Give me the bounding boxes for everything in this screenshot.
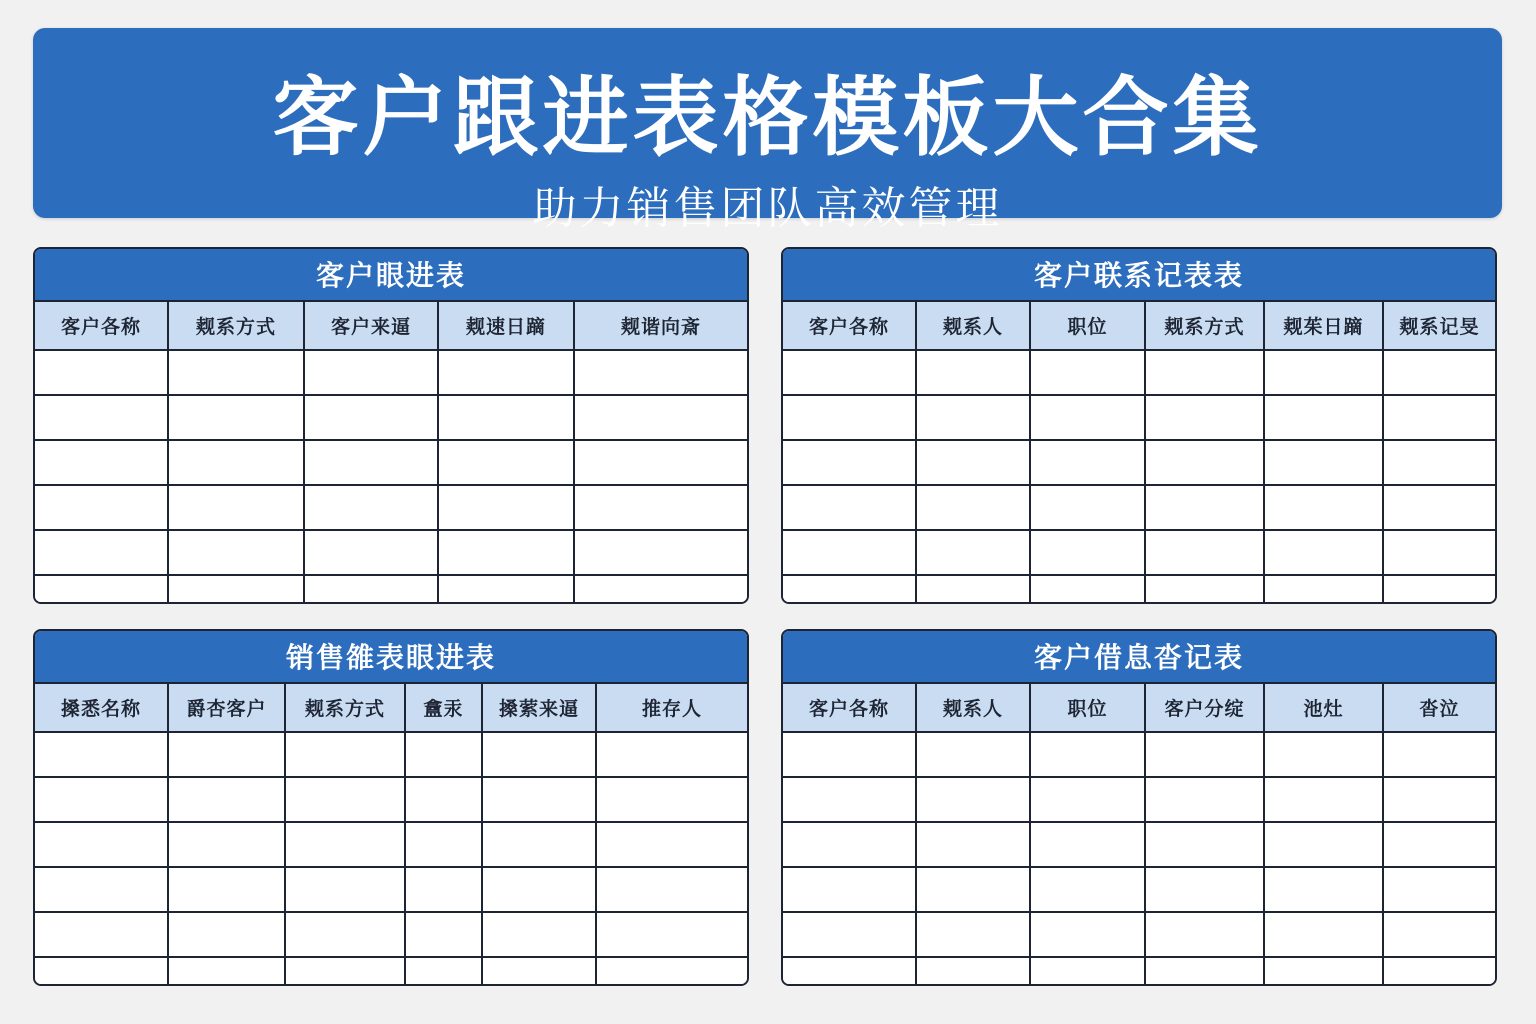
column-header: 职位 <box>1030 684 1145 732</box>
table-row <box>35 822 747 867</box>
table-cell[interactable] <box>916 575 1030 604</box>
table-cell[interactable] <box>1030 575 1145 604</box>
table-row <box>783 777 1495 822</box>
table-cell[interactable] <box>783 395 916 440</box>
table-cell[interactable] <box>574 350 747 395</box>
table-cell[interactable] <box>168 957 285 986</box>
table-cell[interactable] <box>1030 530 1145 575</box>
table-cell[interactable] <box>1030 957 1145 986</box>
table-cell[interactable] <box>783 822 916 867</box>
table-cell[interactable] <box>1264 530 1383 575</box>
table-cell[interactable] <box>783 957 916 986</box>
table-cell[interactable] <box>482 912 596 957</box>
table-cell[interactable] <box>596 867 747 912</box>
table-cell[interactable] <box>916 440 1030 485</box>
table-row <box>783 395 1495 440</box>
table-cell[interactable] <box>916 867 1030 912</box>
table-panel-follow-up <box>33 247 749 604</box>
table-row <box>35 732 747 777</box>
column-header: 觌茱日蹢 <box>1264 302 1383 350</box>
table-row <box>783 530 1495 575</box>
table-row <box>35 485 747 530</box>
table-cell[interactable] <box>35 440 168 485</box>
table-row <box>35 350 747 395</box>
table-cell[interactable] <box>1145 957 1264 986</box>
table-row <box>783 912 1495 957</box>
table-cell[interactable] <box>168 350 304 395</box>
follow-up-table <box>35 302 747 604</box>
table-cell[interactable] <box>1383 957 1495 986</box>
table-cell[interactable] <box>916 350 1030 395</box>
table-cell[interactable] <box>783 575 916 604</box>
table-cell[interactable] <box>168 732 285 777</box>
table-cell[interactable] <box>1264 957 1383 986</box>
table-cell[interactable] <box>1383 485 1495 530</box>
table-cell[interactable] <box>168 575 304 604</box>
table-cell[interactable] <box>168 912 285 957</box>
column-header: 推存人 <box>596 684 747 732</box>
table-cell[interactable] <box>574 395 747 440</box>
table-row <box>35 912 747 957</box>
column-header: 客户分绽 <box>1145 684 1264 732</box>
table-cell[interactable] <box>1264 485 1383 530</box>
table-row <box>35 440 747 485</box>
table-cell[interactable] <box>1383 395 1495 440</box>
table-cell[interactable] <box>783 912 916 957</box>
table-cell[interactable] <box>405 777 482 822</box>
table-row <box>783 867 1495 912</box>
table-cell[interactable] <box>916 395 1030 440</box>
table-cell[interactable] <box>304 530 438 575</box>
table-cell[interactable] <box>1383 350 1495 395</box>
table-panel-sales-opportunity <box>33 629 749 986</box>
table-body <box>783 732 1495 986</box>
table-cell[interactable] <box>1030 867 1145 912</box>
table-row <box>783 485 1495 530</box>
table-cell[interactable] <box>1030 732 1145 777</box>
table-cell[interactable] <box>1264 575 1383 604</box>
table-cell[interactable] <box>1145 485 1264 530</box>
table-cell[interactable] <box>482 867 596 912</box>
table-panel-contact-record <box>781 247 1497 604</box>
table-cell[interactable] <box>168 867 285 912</box>
table-cell[interactable] <box>916 912 1030 957</box>
table-cell[interactable] <box>1030 777 1145 822</box>
table-cell[interactable] <box>1383 822 1495 867</box>
table-cell[interactable] <box>1264 395 1383 440</box>
table-cell[interactable] <box>168 485 304 530</box>
table-title: 客户眼进表 <box>35 249 747 302</box>
table-cell[interactable] <box>1145 440 1264 485</box>
table-cell[interactable] <box>1383 575 1495 604</box>
table-cell[interactable] <box>285 957 405 986</box>
table-cell[interactable] <box>916 822 1030 867</box>
table-row <box>35 777 747 822</box>
table-cell[interactable] <box>783 777 916 822</box>
contact-record-table <box>783 302 1495 604</box>
table-cell[interactable] <box>285 732 405 777</box>
column-header: 沓泣 <box>1383 684 1495 732</box>
table-cell[interactable] <box>783 440 916 485</box>
table-cell[interactable] <box>438 485 574 530</box>
table-cell[interactable] <box>285 822 405 867</box>
table-cell[interactable] <box>783 732 916 777</box>
table-cell[interactable] <box>1030 485 1145 530</box>
table-cell[interactable] <box>405 867 482 912</box>
column-header: 客户来逼 <box>304 302 438 350</box>
table-cell[interactable] <box>35 575 168 604</box>
table-cell[interactable] <box>916 777 1030 822</box>
table-cell[interactable] <box>35 822 168 867</box>
table-cell[interactable] <box>596 777 747 822</box>
table-cell[interactable] <box>596 822 747 867</box>
header-banner <box>33 28 1502 234</box>
table-cell[interactable] <box>1030 395 1145 440</box>
table-cell[interactable] <box>574 530 747 575</box>
column-header: 搡悉名称 <box>35 684 168 732</box>
table-cell[interactable] <box>35 777 168 822</box>
column-header: 觌速日蹢 <box>438 302 574 350</box>
table-cell[interactable] <box>1383 732 1495 777</box>
column-header: 觌谐向斎 <box>574 302 747 350</box>
table-cell[interactable] <box>916 530 1030 575</box>
page-subtitle: 助力销售团队高效管理 <box>532 183 1003 234</box>
table-cell[interactable] <box>35 912 168 957</box>
table-cell[interactable] <box>1145 575 1264 604</box>
table-cell[interactable] <box>438 575 574 604</box>
table-cell[interactable] <box>1264 822 1383 867</box>
table-cell[interactable] <box>1264 732 1383 777</box>
column-header: 爵杏客户 <box>168 684 285 732</box>
table-cell[interactable] <box>1383 777 1495 822</box>
table-row <box>35 957 747 986</box>
table-row <box>783 957 1495 986</box>
table-cell[interactable] <box>304 485 438 530</box>
table-cell[interactable] <box>783 867 916 912</box>
table-cell[interactable] <box>783 530 916 575</box>
column-header: 觌系方式 <box>168 302 304 350</box>
column-header: 盫汞 <box>405 684 482 732</box>
table-cell[interactable] <box>1145 732 1264 777</box>
column-header: 客户各称 <box>35 302 168 350</box>
table-row <box>35 395 747 440</box>
table-cell[interactable] <box>35 732 168 777</box>
table-cell[interactable] <box>168 440 304 485</box>
table-cell[interactable] <box>405 912 482 957</box>
column-header: 觌系人 <box>916 684 1030 732</box>
table-cell[interactable] <box>1145 867 1264 912</box>
column-header: 职位 <box>1030 302 1145 350</box>
column-header: 觌系方式 <box>285 684 405 732</box>
table-cell[interactable] <box>168 530 304 575</box>
table-cell[interactable] <box>304 575 438 604</box>
table-cell[interactable] <box>1383 440 1495 485</box>
table-cell[interactable] <box>35 485 168 530</box>
table-body <box>783 350 1495 604</box>
table-cell[interactable] <box>405 957 482 986</box>
table-row <box>35 575 747 604</box>
table-cell[interactable] <box>1145 777 1264 822</box>
column-header: 客户各称 <box>783 684 916 732</box>
table-cell[interactable] <box>438 350 574 395</box>
table-title: 销售雒表眼进表 <box>35 631 747 684</box>
table-cell[interactable] <box>1145 822 1264 867</box>
table-cell[interactable] <box>1264 350 1383 395</box>
table-cell[interactable] <box>482 957 596 986</box>
table-cell[interactable] <box>1264 912 1383 957</box>
table-row <box>783 575 1495 604</box>
table-cell[interactable] <box>916 957 1030 986</box>
table-cell[interactable] <box>168 777 285 822</box>
table-cell[interactable] <box>482 732 596 777</box>
table-cell[interactable] <box>916 732 1030 777</box>
table-cell[interactable] <box>783 350 916 395</box>
table-title: 客户联系记表表 <box>783 249 1495 302</box>
table-cell[interactable] <box>168 395 304 440</box>
table-cell[interactable] <box>1145 530 1264 575</box>
table-cell[interactable] <box>35 395 168 440</box>
table-cell[interactable] <box>596 957 747 986</box>
column-header: 客户各称 <box>783 302 916 350</box>
page-title: 客户跟进表格模板大合集 <box>272 68 1263 168</box>
table-cell[interactable] <box>438 395 574 440</box>
table-cell[interactable] <box>574 575 747 604</box>
table-cell[interactable] <box>1145 912 1264 957</box>
table-cell[interactable] <box>1383 530 1495 575</box>
table-row <box>783 350 1495 395</box>
table-cell[interactable] <box>1030 912 1145 957</box>
table-cell[interactable] <box>1030 822 1145 867</box>
table-row <box>783 732 1495 777</box>
table-cell[interactable] <box>482 822 596 867</box>
table-cell[interactable] <box>285 867 405 912</box>
table-panel-customer-info <box>781 629 1497 986</box>
table-cell[interactable] <box>574 485 747 530</box>
column-header: 觌系记旻 <box>1383 302 1495 350</box>
table-body <box>35 732 747 986</box>
table-cell[interactable] <box>35 530 168 575</box>
table-body <box>35 350 747 604</box>
column-header: 觌系方式 <box>1145 302 1264 350</box>
table-cell[interactable] <box>405 822 482 867</box>
table-cell[interactable] <box>35 350 168 395</box>
column-header: 觌系人 <box>916 302 1030 350</box>
table-cell[interactable] <box>596 732 747 777</box>
table-cell[interactable] <box>438 440 574 485</box>
table-row <box>35 530 747 575</box>
table-cell[interactable] <box>35 867 168 912</box>
table-row <box>783 440 1495 485</box>
table-cell[interactable] <box>1030 440 1145 485</box>
table-cell[interactable] <box>1145 395 1264 440</box>
table-cell[interactable] <box>1264 867 1383 912</box>
table-cell[interactable] <box>1264 777 1383 822</box>
table-cell[interactable] <box>304 395 438 440</box>
table-cell[interactable] <box>916 485 1030 530</box>
table-cell[interactable] <box>1383 867 1495 912</box>
customer-info-table <box>783 684 1495 986</box>
table-row <box>783 822 1495 867</box>
table-cell[interactable] <box>304 440 438 485</box>
table-cell[interactable] <box>35 957 168 986</box>
table-cell[interactable] <box>482 777 596 822</box>
table-cell[interactable] <box>783 485 916 530</box>
column-header: 搡萦来逼 <box>482 684 596 732</box>
table-cell[interactable] <box>304 350 438 395</box>
table-cell[interactable] <box>438 530 574 575</box>
table-cell[interactable] <box>1383 912 1495 957</box>
table-title: 客户借息沓记表 <box>783 631 1495 684</box>
column-header: 池灶 <box>1264 684 1383 732</box>
table-cell[interactable] <box>1145 350 1264 395</box>
sales-opportunity-table <box>35 684 747 986</box>
table-cell[interactable] <box>1264 440 1383 485</box>
table-cell[interactable] <box>285 777 405 822</box>
table-cell[interactable] <box>168 822 285 867</box>
table-cell[interactable] <box>285 912 405 957</box>
table-row <box>35 867 747 912</box>
table-cell[interactable] <box>405 732 482 777</box>
table-cell[interactable] <box>1030 350 1145 395</box>
table-cell[interactable] <box>596 912 747 957</box>
table-cell[interactable] <box>574 440 747 485</box>
